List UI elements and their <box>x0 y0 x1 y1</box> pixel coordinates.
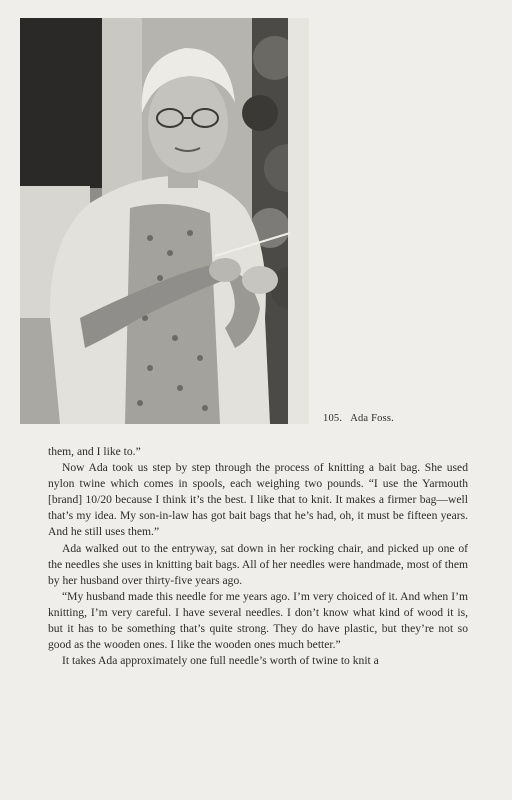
paragraph-2: Now Ada took us step by step through the process of knitting a bait bag. She used nylon twine which comes in spools, each weighing two pounds. “I use the Yarmouth [brand] 10/20 because I think it’s the best. I like that to knit. It makes a firmer bag—well that’s my idea. My son-in-law has got bait bags that he’s had, oh, it must be fifteen years. And he still uses them.” <box>48 461 468 539</box>
figure-caption <box>323 413 394 424</box>
body-text <box>48 444 468 669</box>
paragraph-3: Ada walked out to the entryway, sat down in her rocking chair, and picked up one of the needles she uses in knitting bait bags. All of her needles were handmade, most of them by her husband over thirty-five years ago. <box>48 541 468 587</box>
paragraph-4: “My husband made this needle for me years ago. I’m very choiced of it. And when I’m knitting, I’m very careful. I have several needles. I don’t know what kind of wood it is, but it has to be something that’s quite strong. They do have plastic, but they’re not so good as the wooden ones. I like the wooden ones much better.” <box>48 589 468 652</box>
figure-name: Ada Foss. <box>350 413 394 424</box>
paragraph-1: them, and I like to.” <box>48 445 141 458</box>
paragraph-5: It takes Ada approximately one full needle’s worth of twine to knit a <box>62 654 379 668</box>
photograph-ada-foss <box>20 18 309 424</box>
photo-illustration <box>20 18 309 424</box>
figure-number: 105. <box>323 413 343 424</box>
